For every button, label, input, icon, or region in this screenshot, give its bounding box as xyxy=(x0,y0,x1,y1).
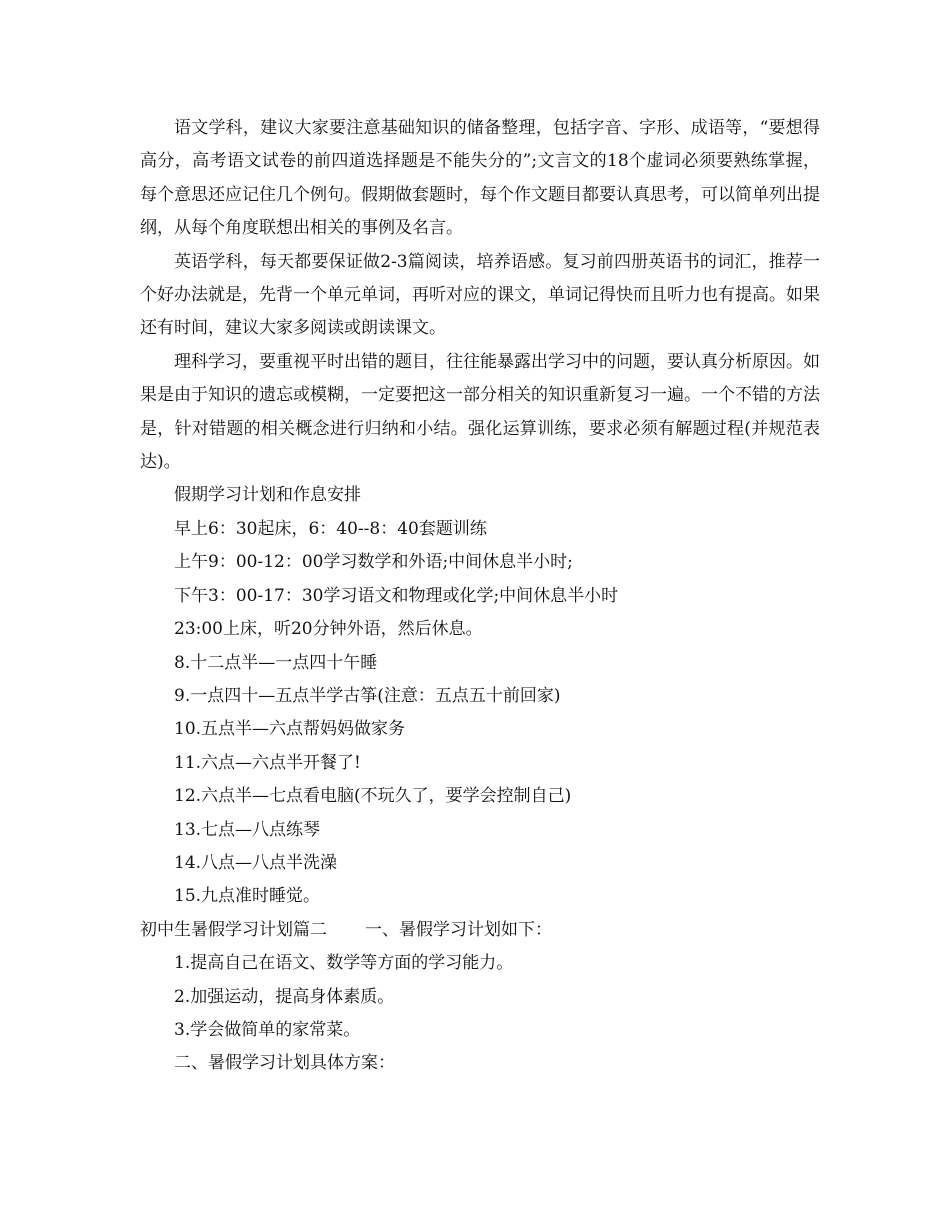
schedule-line: 14.八点—八点半洗澡 xyxy=(174,852,338,873)
schedule-line: 15.九点准时睡觉。 xyxy=(174,886,321,907)
schedule-line: 11.六点—六点半开餐了! xyxy=(174,752,361,773)
plan-detail-title: 二、暑假学习计划具体方案： xyxy=(174,1053,395,1074)
schedule-line: 10.五点半—六点帮妈妈做家务 xyxy=(174,719,406,740)
section-subtitle: 一、暑假学习计划如下： xyxy=(365,919,552,940)
schedule-line: 早上6：30起床，6：40--8：40套题训练 xyxy=(174,518,487,539)
section-title: 初中生暑假学习计划篇二 xyxy=(140,919,327,940)
paragraph-science: 理科学习，要重视平时出错的题目，往往能暴露出学习中的问题，要认真分析原因。如果是由于知识的遗忘或模糊，一定要把这一部分相关的知识重新复习一遍。一个不错的方法是，针对错题的相关概念进行归纳和小结。强化运算训练，要求必须有解题过程(并规范表达)。 xyxy=(140,351,820,473)
plan-item: 2.加强运动，提高身体素质。 xyxy=(174,986,395,1007)
schedule-title: 假期学习计划和作息安排 xyxy=(174,485,361,506)
plan-item: 1.提高自己在语文、数学等方面的学习能力。 xyxy=(174,953,514,974)
schedule-line: 8.十二点半—一点四十午睡 xyxy=(174,652,378,673)
schedule-line: 23:00上床，听20分钟外语，然后休息。 xyxy=(174,619,483,640)
paragraph-english: 英语学科，每天都要保证做2-3篇阅读，培养语感。复习前四册英语书的词汇，推荐一个好办法就是，先背一个单元单词，再听对应的课文，单词记得快而且听力也有提高。如果还有时间，建议大家多阅读或朗读课文。 xyxy=(140,251,820,339)
schedule-line: 13.七点—八点练琴 xyxy=(174,819,321,840)
schedule-line: 12.六点半—七点看电脑(不玩久了，要学会控制自己) xyxy=(174,786,572,807)
schedule-line: 上午9：00-12：00学习数学和外语;中间休息半小时; xyxy=(174,552,573,573)
plan-item: 3.学会做简单的家常菜。 xyxy=(174,1019,361,1040)
schedule-line: 下午3：00-17：30学习语文和物理或化学;中间休息半小时 xyxy=(174,585,619,606)
section-heading xyxy=(140,914,820,947)
document-body xyxy=(140,112,820,1081)
schedule-line: 9.一点四十—五点半学古筝(注意：五点五十前回家) xyxy=(174,685,561,706)
paragraph-chinese: 语文学科，建议大家要注意基础知识的储备整理，包括字音、字形、成语等，“要想得高分，高考语文试卷的前四道选择题是不能失分的”;文言文的18个虚词必须要熟练掌握，每个意思还应记住几个例句。假期做套题时，每个作文题目都要认真思考，可以简单列出提纲，从每个角度联想出相关的事例及名言。 xyxy=(140,118,820,239)
